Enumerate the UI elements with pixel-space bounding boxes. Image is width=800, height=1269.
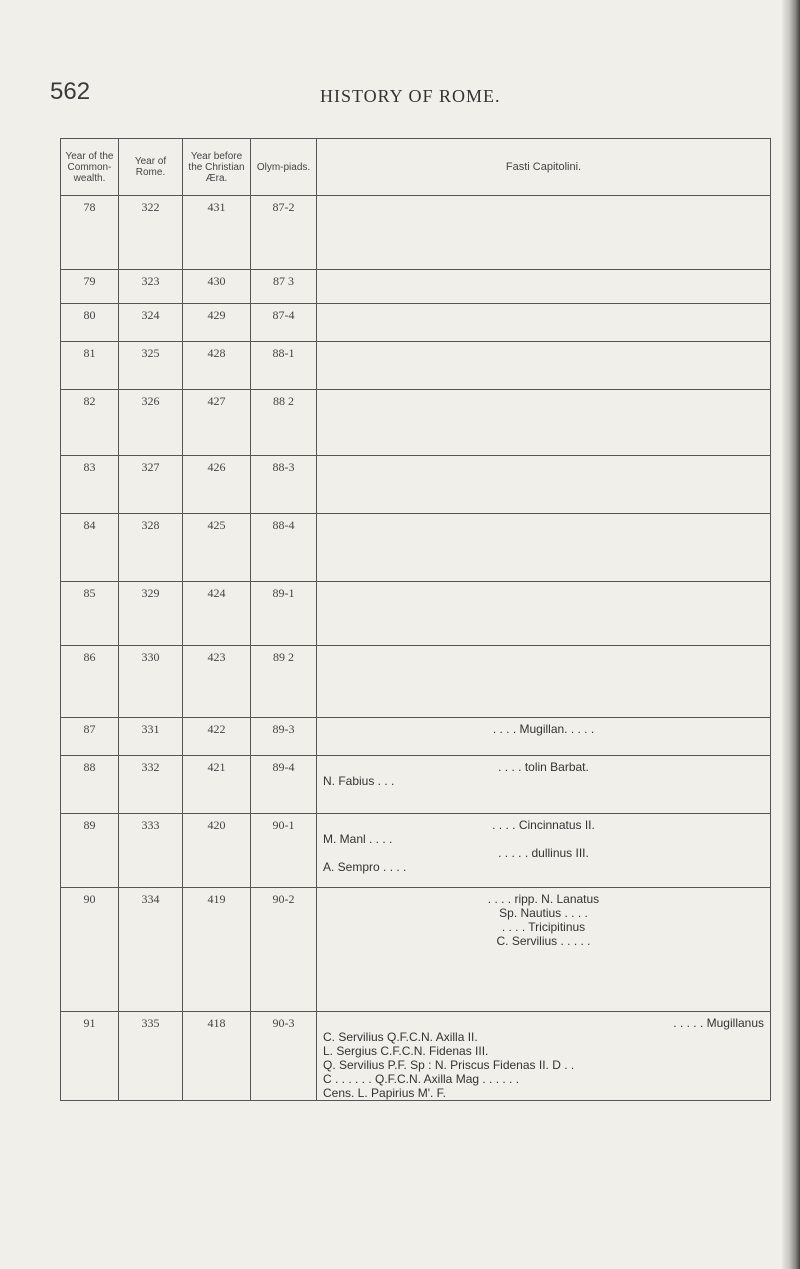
table-row bbox=[61, 342, 771, 390]
fasti-line: L. Sergius C.F.C.N. Fidenas III. bbox=[323, 1044, 489, 1058]
fasti-line: A. Sempro . . . . bbox=[323, 860, 407, 874]
table-row bbox=[61, 888, 771, 1012]
table-row bbox=[61, 514, 771, 582]
cell-fasti bbox=[317, 270, 771, 304]
cell-olympiad: 90-2 bbox=[251, 888, 317, 1012]
cell-bce: 431 bbox=[183, 196, 251, 270]
cell-olympiad: 89 2 bbox=[251, 646, 317, 718]
table-row bbox=[61, 270, 771, 304]
cell-rome: 334 bbox=[119, 888, 183, 1012]
cell-rome: 333 bbox=[119, 814, 183, 888]
page-header bbox=[50, 78, 770, 118]
cell-rome: 328 bbox=[119, 514, 183, 582]
cell-rome: 326 bbox=[119, 390, 183, 456]
cell-commonwealth: 80 bbox=[61, 304, 119, 342]
cell-commonwealth: 89 bbox=[61, 814, 119, 888]
cell-fasti bbox=[317, 814, 771, 888]
cell-commonwealth: 86 bbox=[61, 646, 119, 718]
cell-olympiad: 88-4 bbox=[251, 514, 317, 582]
fasti-line: C. Servilius . . . . . bbox=[496, 934, 591, 948]
cell-olympiad: 90-1 bbox=[251, 814, 317, 888]
table-row bbox=[61, 196, 771, 270]
cell-rome: 335 bbox=[119, 1012, 183, 1101]
cell-olympiad: 89-1 bbox=[251, 582, 317, 646]
chronology-table bbox=[60, 138, 771, 1101]
fasti-line: . . . . . dullinus III. bbox=[498, 846, 589, 860]
cell-commonwealth: 81 bbox=[61, 342, 119, 390]
fasti-line: . . . . Mugillan. . . . . bbox=[492, 722, 595, 736]
cell-fasti bbox=[317, 514, 771, 582]
cell-bce: 419 bbox=[183, 888, 251, 1012]
fasti-line: . . . . tolin Barbat. bbox=[498, 760, 589, 774]
cell-bce: 427 bbox=[183, 390, 251, 456]
cell-commonwealth: 90 bbox=[61, 888, 119, 1012]
cell-bce: 418 bbox=[183, 1012, 251, 1101]
header-fasti: Fasti Capitolini. bbox=[317, 139, 771, 196]
cell-rome: 324 bbox=[119, 304, 183, 342]
cell-bce: 430 bbox=[183, 270, 251, 304]
table-header-row bbox=[61, 139, 771, 196]
cell-commonwealth: 88 bbox=[61, 756, 119, 814]
cell-bce: 429 bbox=[183, 304, 251, 342]
cell-commonwealth: 91 bbox=[61, 1012, 119, 1101]
cell-olympiad: 88-3 bbox=[251, 456, 317, 514]
cell-rome: 322 bbox=[119, 196, 183, 270]
cell-olympiad: 87-4 bbox=[251, 304, 317, 342]
cell-fasti bbox=[317, 646, 771, 718]
table-row bbox=[61, 718, 771, 756]
cell-commonwealth: 78 bbox=[61, 196, 119, 270]
cell-bce: 425 bbox=[183, 514, 251, 582]
fasti-line: . . . . Tricipitinus bbox=[501, 920, 586, 934]
cell-fasti bbox=[317, 390, 771, 456]
table-row bbox=[61, 390, 771, 456]
cell-rome: 330 bbox=[119, 646, 183, 718]
cell-commonwealth: 79 bbox=[61, 270, 119, 304]
fasti-line: C . . . . . . Q.F.C.N. Axilla Mag . . . . . . bbox=[323, 1072, 520, 1086]
fasti-line: . . . . . Mugillanus bbox=[673, 1016, 764, 1030]
table-row bbox=[61, 304, 771, 342]
cell-bce: 424 bbox=[183, 582, 251, 646]
cell-commonwealth: 85 bbox=[61, 582, 119, 646]
cell-olympiad: 87 3 bbox=[251, 270, 317, 304]
cell-rome: 332 bbox=[119, 756, 183, 814]
table-row bbox=[61, 756, 771, 814]
cell-olympiad: 90-3 bbox=[251, 1012, 317, 1101]
page-edge-shadow bbox=[782, 0, 800, 1269]
cell-olympiad: 89-4 bbox=[251, 756, 317, 814]
fasti-line: Cens. L. Papirius M'. F. bbox=[323, 1086, 446, 1100]
fasti-line: . . . . Cincinnatus II. bbox=[492, 818, 595, 832]
running-title: HISTORY OF ROME. bbox=[320, 86, 501, 106]
fasti-line: N. Fabius . . . bbox=[323, 774, 395, 788]
cell-rome: 327 bbox=[119, 456, 183, 514]
cell-fasti bbox=[317, 1012, 771, 1101]
fasti-line: M. Manl . . . . bbox=[323, 832, 393, 846]
cell-rome: 323 bbox=[119, 270, 183, 304]
cell-rome: 331 bbox=[119, 718, 183, 756]
cell-bce: 428 bbox=[183, 342, 251, 390]
cell-bce: 421 bbox=[183, 756, 251, 814]
table-row bbox=[61, 1012, 771, 1101]
header-olympiads: Olym-piads. bbox=[251, 139, 317, 196]
cell-olympiad: 88-1 bbox=[251, 342, 317, 390]
fasti-line: Q. Servilius P.F. Sp : N. Priscus Fidenas II. D . . bbox=[323, 1058, 575, 1072]
table-row bbox=[61, 456, 771, 514]
cell-fasti bbox=[317, 756, 771, 814]
cell-commonwealth: 83 bbox=[61, 456, 119, 514]
cell-olympiad: 88 2 bbox=[251, 390, 317, 456]
cell-fasti bbox=[317, 888, 771, 1012]
fasti-line: . . . . ripp. N. Lanatus bbox=[487, 892, 600, 906]
fasti-line: Sp. Nautius . . . . bbox=[499, 906, 588, 920]
cell-commonwealth: 84 bbox=[61, 514, 119, 582]
header-year-commonwealth: Year of the Common-wealth. bbox=[61, 139, 119, 196]
cell-bce: 420 bbox=[183, 814, 251, 888]
cell-fasti bbox=[317, 582, 771, 646]
cell-fasti bbox=[317, 304, 771, 342]
cell-fasti bbox=[317, 718, 771, 756]
header-year-rome: Year of Rome. bbox=[119, 139, 183, 196]
cell-bce: 422 bbox=[183, 718, 251, 756]
cell-bce: 426 bbox=[183, 456, 251, 514]
table-row bbox=[61, 814, 771, 888]
cell-bce: 423 bbox=[183, 646, 251, 718]
page-number: 562 bbox=[50, 78, 91, 105]
fasti-line: C. Servilius Q.F.C.N. Axilla II. bbox=[323, 1030, 478, 1044]
table-row bbox=[61, 646, 771, 718]
cell-rome: 325 bbox=[119, 342, 183, 390]
cell-olympiad: 89-3 bbox=[251, 718, 317, 756]
cell-commonwealth: 87 bbox=[61, 718, 119, 756]
header-year-bce: Year before the Christian Æra. bbox=[183, 139, 251, 196]
cell-fasti bbox=[317, 456, 771, 514]
cell-olympiad: 87-2 bbox=[251, 196, 317, 270]
table-row bbox=[61, 582, 771, 646]
cell-fasti bbox=[317, 342, 771, 390]
cell-fasti bbox=[317, 196, 771, 270]
cell-rome: 329 bbox=[119, 582, 183, 646]
cell-commonwealth: 82 bbox=[61, 390, 119, 456]
